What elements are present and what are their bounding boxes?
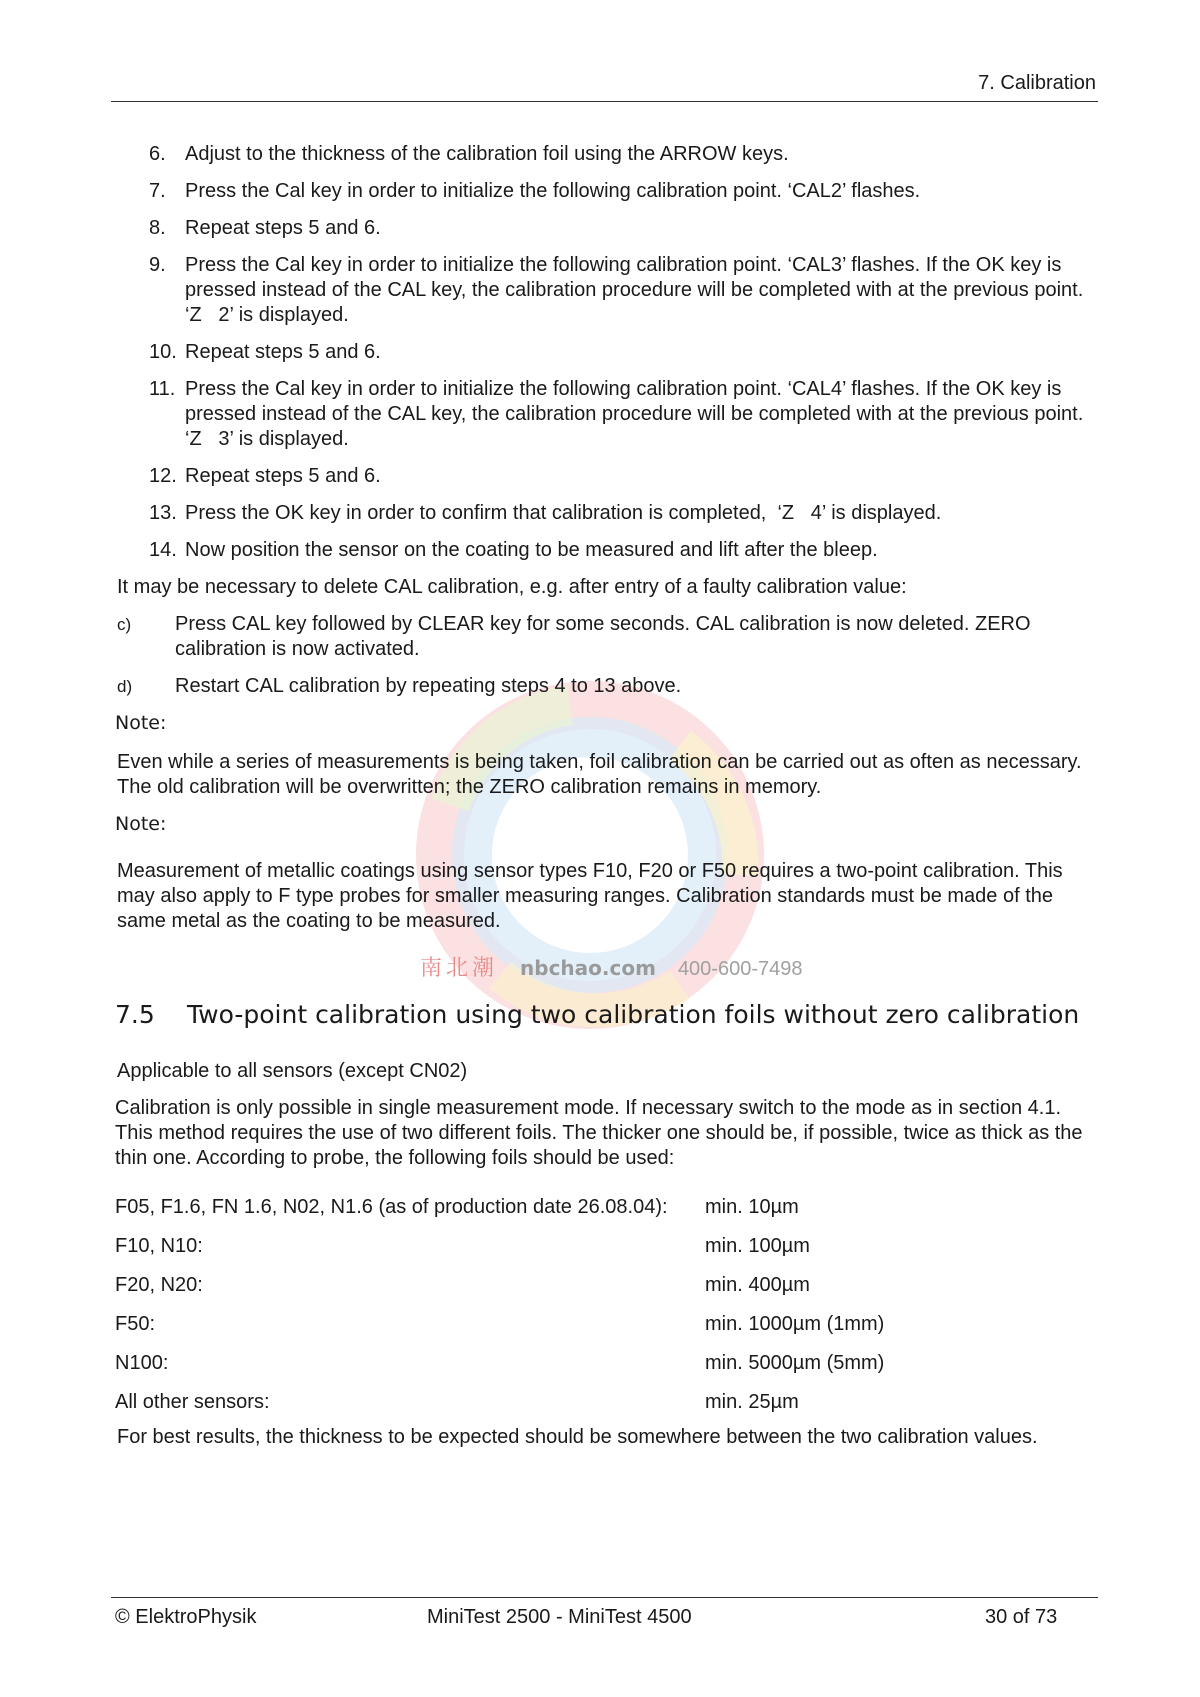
- sub-item-label: d): [117, 677, 133, 696]
- steps-list: [115, 142, 1095, 563]
- list-item: [115, 142, 1095, 167]
- table-row: [115, 1234, 1095, 1273]
- step-number: 12.: [149, 465, 177, 487]
- step-text: Repeat steps 5 and 6.: [185, 465, 381, 487]
- list-item: [115, 612, 1095, 662]
- step-number: 14.: [149, 539, 177, 561]
- step-number: 10.: [149, 341, 177, 363]
- list-item: [115, 340, 1095, 365]
- list-item: [115, 253, 1095, 328]
- sub-item-text: Restart CAL calibration by repeating steps 4 to 13 above.: [175, 675, 682, 697]
- step-text: Press the Cal key in order to initialize the following calibration point. ‘CAL2’ flashes.: [185, 180, 921, 202]
- header-divider: [111, 101, 1098, 102]
- footer-copyright: © ElektroPhysik: [115, 1606, 257, 1628]
- step-number: 6.: [149, 143, 166, 165]
- table-row: [115, 1273, 1095, 1312]
- table-row: [115, 1390, 1095, 1429]
- step-text: Press the Cal key in order to initialize the following calibration point. ‘CAL3’ flashes. If the OK key is pressed instead of the CAL key, the calibration procedure will be completed with at the previous point. ‘Z 2’ is displayed.: [185, 254, 1089, 326]
- section-number: 7.5: [115, 1000, 155, 1029]
- closing-text: For best results, the thickness to be expected should be somewhere between the two calibration values.: [117, 1426, 1038, 1448]
- foil-value-cell: min. 400µm: [705, 1274, 810, 1296]
- page-number: 30 of 73: [985, 1606, 1058, 1628]
- note-text: Even while a series of measurements is being taken, foil calibration can be carried out as often as necessary. The old calibration will be overwritten; the ZERO calibration remains in memory.: [117, 751, 1082, 798]
- step-number: 8.: [149, 217, 166, 239]
- list-item: [115, 216, 1095, 241]
- table-row: [115, 1312, 1095, 1351]
- probe-cell: F05, F1.6, FN 1.6, N02, N1.6 (as of production date 26.08.04):: [115, 1196, 668, 1218]
- list-item: [115, 377, 1095, 452]
- page-content: [115, 142, 1095, 1462]
- probe-cell: F20, N20:: [115, 1274, 203, 1296]
- list-item: [115, 501, 1095, 526]
- note-label: Note:: [115, 813, 167, 835]
- footer-product: MiniTest 2500 - MiniTest 4500: [427, 1606, 692, 1628]
- watermark-phone: 400-600-7498: [677, 958, 803, 980]
- foil-value-cell: min. 5000µm (5mm): [705, 1352, 885, 1374]
- sub-item-text: Press CAL key followed by CLEAR key for some seconds. CAL calibration is now deleted. ZERO calibration is now activated.: [175, 613, 1031, 660]
- probe-cell: F10, N10:: [115, 1235, 203, 1257]
- step-text: Repeat steps 5 and 6.: [185, 217, 381, 239]
- step-text: Press the OK key in order to confirm that calibration is completed, ‘Z 4’ is displayed.: [185, 502, 942, 524]
- section-title: Two-point calibration using two calibration foils without zero calibration: [187, 1000, 1080, 1029]
- step-text: Adjust to the thickness of the calibration foil using the ARROW keys.: [185, 143, 789, 165]
- table-row: [115, 1351, 1095, 1390]
- footer-divider: [111, 1597, 1098, 1598]
- foil-value-cell: min. 10µm: [705, 1196, 799, 1218]
- applicable-text: Applicable to all sensors (except CN02): [117, 1060, 468, 1082]
- probe-cell: F50:: [115, 1313, 156, 1335]
- watermark-site: nbchao.com: [520, 956, 656, 980]
- probe-cell: All other sensors:: [115, 1391, 270, 1413]
- step-number: 7.: [149, 180, 166, 202]
- list-item: [115, 674, 1095, 699]
- step-number: 13.: [149, 502, 177, 524]
- note-text: Measurement of metallic coatings using sensor types F10, F20 or F50 requires a two-point calibration. This may also apply to F type probes for smaller measuring ranges. Calibration standards must be made of the same metal as the coating to be measured.: [117, 860, 1063, 932]
- list-item: [115, 538, 1095, 563]
- foil-table: [115, 1195, 1095, 1429]
- table-row: [115, 1195, 1095, 1234]
- section-heading: [115, 998, 1095, 1031]
- chapter-header: 7. Calibration: [978, 72, 1096, 94]
- list-item: [115, 179, 1095, 204]
- step-text: Now position the sensor on the coating to be measured and lift after the bleep.: [185, 539, 878, 561]
- step-number: 11.: [149, 378, 176, 400]
- list-item: [115, 464, 1095, 489]
- note-label: Note:: [115, 712, 167, 734]
- delete-intro: It may be necessary to delete CAL calibration, e.g. after entry of a faulty calibration value:: [117, 576, 907, 598]
- sub-item-label: c): [117, 615, 132, 634]
- foil-value-cell: min. 25µm: [705, 1391, 799, 1413]
- step-number: 9.: [149, 254, 166, 276]
- step-text: Press the Cal key in order to initialize the following calibration point. ‘CAL4’ flashes. If the OK key is pressed instead of the CAL key, the calibration procedure will be completed with at the previous point. ‘Z 3’ is displayed.: [185, 378, 1089, 450]
- foil-value-cell: min. 1000µm (1mm): [705, 1313, 885, 1335]
- section-intro: Calibration is only possible in single measurement mode. If necessary switch to the mode as in section 4.1. This method requires the use of two different foils. The thicker one should be, if possible, twice as thick as the thin one. According to probe, the following foils should be used:: [115, 1097, 1083, 1169]
- watermark-cjk: 南北潮: [420, 956, 499, 981]
- foil-value-cell: min. 100µm: [705, 1235, 810, 1257]
- step-text: Repeat steps 5 and 6.: [185, 341, 381, 363]
- probe-cell: N100:: [115, 1352, 169, 1374]
